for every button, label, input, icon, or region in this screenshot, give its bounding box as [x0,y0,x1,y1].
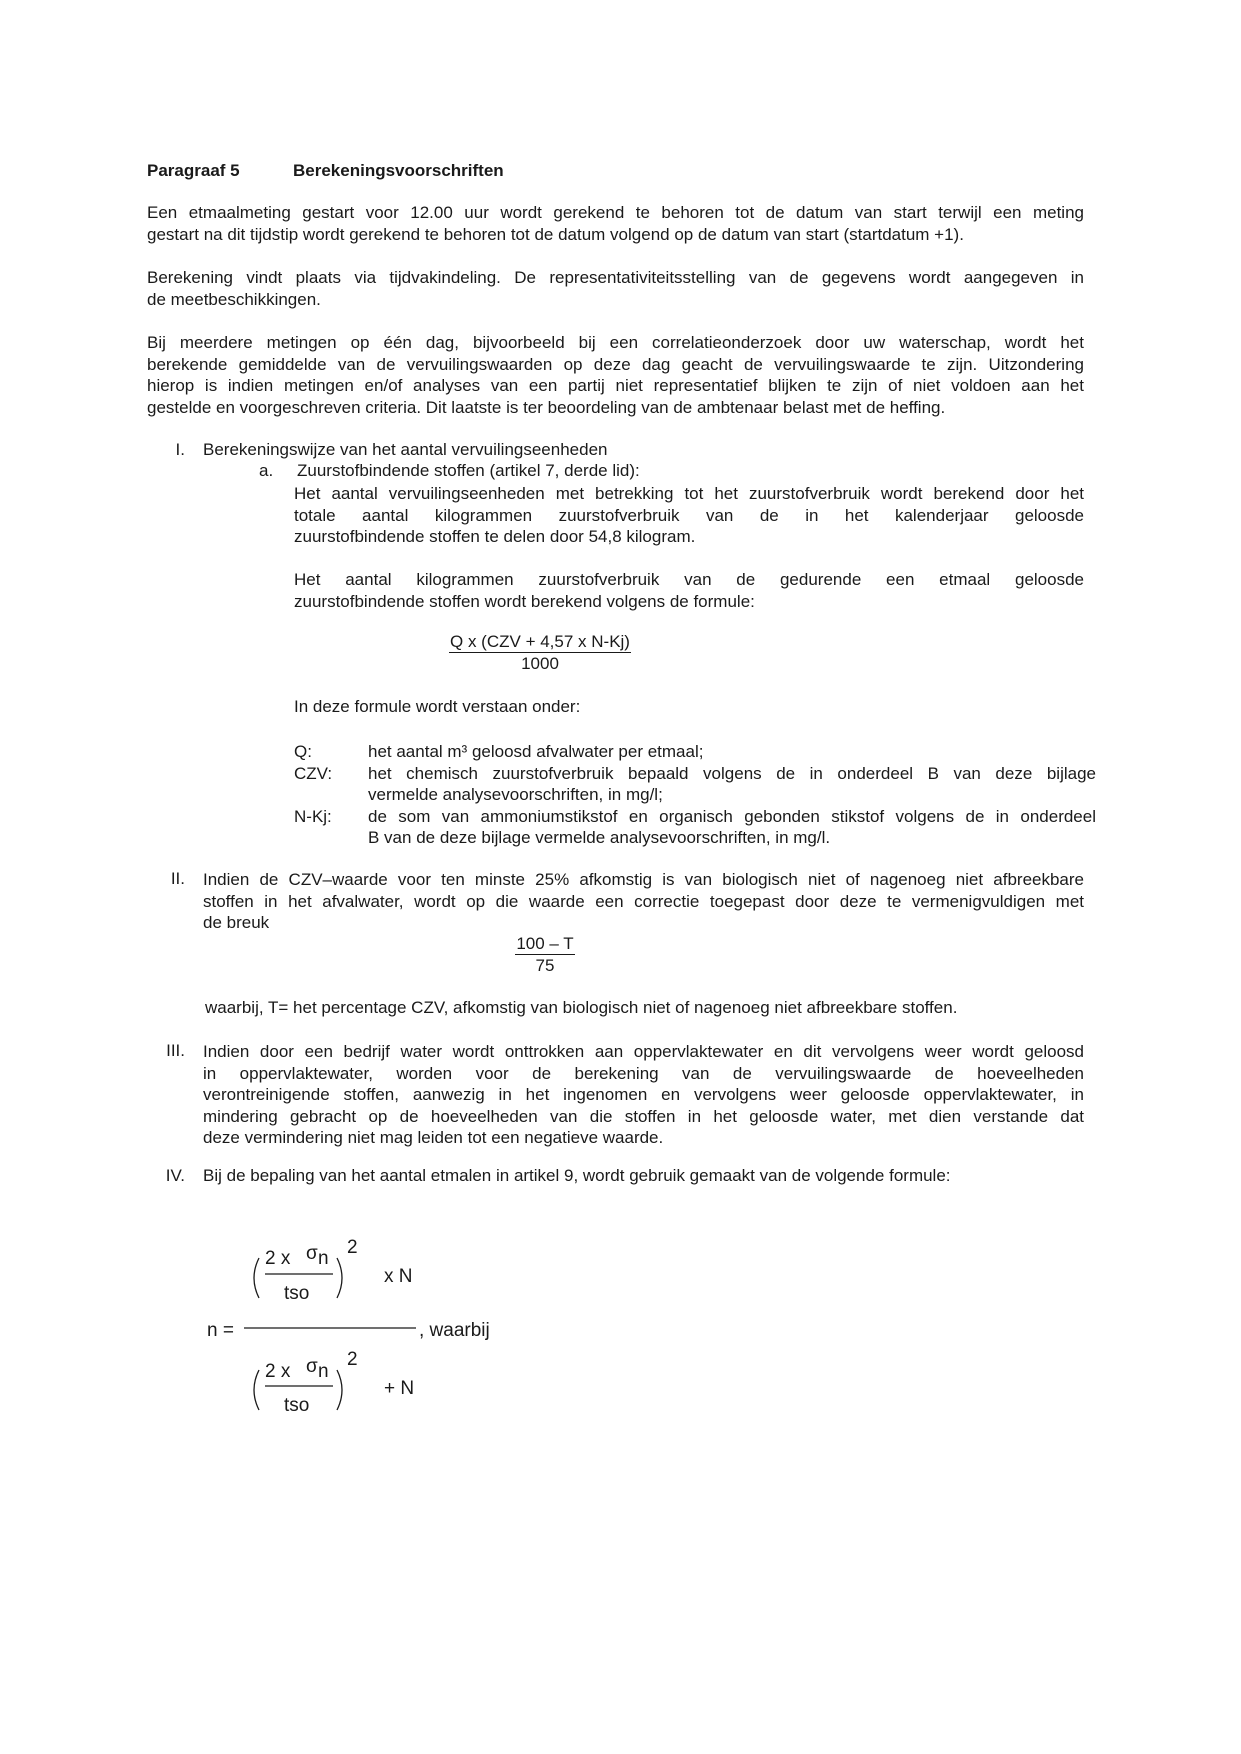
text-line: in oppervlaktewater, worden voor de berekening van de vervuilingswaarde de hoeveelheden [203,1063,1084,1083]
section-1-paragraph-1 [294,483,1084,548]
definition-text [368,741,1096,763]
section-2-paragraph [203,869,1084,934]
text-line: verontreinigende stoffen, aanwezig in het ingenomen en vervolgens weer geloosde oppervlaktewater, in [203,1085,1084,1104]
formula-two-x: 2 x [265,1361,291,1382]
formula-tso: tso [284,1395,310,1416]
text-line: de som van ammoniumstikstof en organisch gebonden stikstof volgens de in onderdeel [368,806,1096,826]
intro-paragraph-3 [147,332,1084,418]
text-line: deze vermindering niet mag leiden tot een negatieve waarde. [203,1128,664,1147]
text-line: Het aantal vervuilingseenheden met betrekking tot het zuurstofverbruik wordt berekend door het [294,484,1084,503]
definition-item [294,741,1094,763]
text-line: Het aantal kilogrammen zuurstofverbruik van de gedurende een etmaal geloosde [294,570,1084,589]
paragraph-label: Paragraaf 5 [147,161,240,180]
text-line: vermelde analysevoorschriften, in mg/l; [368,785,663,804]
definition-list [294,741,1094,847]
section-numeral-4: IV. [165,1166,185,1185]
text-line: het chemisch zuurstofverbruik bepaald volgens de in onderdeel B van deze bijlage [368,763,1096,783]
right-paren [337,1370,342,1410]
section-1-title: Berekeningswijze van het aantal vervuilingseenheden [203,440,608,459]
correction-fraction [495,933,595,977]
definition-term: CZV: [294,763,333,783]
text-line: totale aantal kilogrammen zuurstofverbruik van de in het kalenderjaar geloosde [294,505,1084,525]
text-line: de breuk [203,913,270,932]
formula-plus-n: + N [384,1378,415,1399]
text-line: Een etmaalmeting gestart voor 12.00 uur wordt gerekend te behoren tot de datum van start terwijl een meting [147,203,1084,222]
definition-item [294,806,1094,850]
text-line: gestelde en voorgeschreven criteria. Dit laatste is ter beoordeling van de ambtenaar belast met de heffing. [147,397,946,417]
etmalen-formula [180,1220,560,1440]
correction-fraction-denominator: 75 [535,956,555,975]
text-line: Berekening vindt plaats via tijdvakindeling. De representativiteitsstelling van de gegevens wordt aangegeven in [147,268,1084,287]
definition-term: Q: [294,742,312,761]
formula-lhs: n = [207,1320,234,1341]
sigma-symbol: σ [306,1243,318,1264]
text-line: het aantal m³ geloosd afvalwater per etmaal; [368,742,704,761]
sigma-subscript: n [318,1248,329,1269]
text-line: Indien de CZV–waarde voor ten minste 25% afkomstig is van biologisch niet of nagenoeg niet afbreekbare [203,870,1084,889]
text-line: Bij meerdere metingen op één dag, bijvoorbeeld bij een correlatieonderzoek door uw waterschap, wordt het [147,333,1084,352]
formula-legend-intro: In deze formule wordt verstaan onder: [294,697,581,716]
text-line: zuurstofbindende stoffen wordt berekend volgens de formule: [294,591,755,611]
definition-term: N-Kj: [294,806,332,826]
formula-tso: tso [284,1283,310,1304]
intro-paragraph-2 [147,267,1084,310]
section-2-note: waarbij, T= het percentage CZV, afkomstig van biologisch niet of nagenoeg niet afbreekbare stoffen. [205,998,958,1017]
left-paren [254,1258,259,1298]
section-numeral-2: II. [170,869,185,888]
definition-item [294,763,1094,807]
section-numeral-1: I. [175,440,185,459]
oxygen-formula-denominator: 1000 [521,654,559,673]
formula-exponent: 2 [347,1349,358,1370]
oxygen-formula [420,631,660,675]
text-line: mindering gebracht op de hoeveelheden van die stoffen in het geloosde water, met dien verstande dat [203,1106,1084,1126]
correction-fraction-numerator: 100 – T [516,934,574,953]
section-1-paragraph-2 [294,569,1084,612]
text-line: zuurstofbindende stoffen te delen door 54,8 kilogram. [294,527,696,546]
formula-two-x: 2 x [265,1248,291,1269]
section-numeral-3: III. [166,1041,185,1060]
sigma-symbol: σ [306,1356,318,1377]
definition-text [368,806,1096,849]
text-line: de meetbeschikkingen. [147,289,321,309]
section-4-text: Bij de bepaling van het aantal etmalen in artikel 9, wordt gebruik gemaakt van de volgende formule: [203,1166,951,1185]
formula-suffix: , waarbij [419,1320,490,1341]
oxygen-formula-numerator: Q x (CZV + 4,57 x N-Kj) [450,632,630,651]
text-line: B van de deze bijlage vermelde analysevoorschriften, in mg/l. [368,828,831,847]
section-3-paragraph [203,1041,1084,1149]
text-line: hierop is indien metingen en/of analyses van een partij niet representatief blijken te zijn of niet voldoen aan het [147,376,1084,395]
right-paren [337,1258,342,1298]
text-line: Indien door een bedrijf water wordt onttrokken aan oppervlaktewater en dit vervolgens weer wordt geloosd [203,1042,1084,1061]
intro-paragraph-1 [147,202,1084,245]
subsection-a-title: Zuurstofbindende stoffen (artikel 7, derde lid): [297,461,640,480]
text-line: gestart na dit tijdstip wordt gerekend te behoren tot de datum volgend op de datum van start (startdatum +1). [147,224,964,244]
text-line: berekende gemiddelde van de vervuilingswaarden op deze dag geacht de vervuilingswaarde te zijn. Uitzondering [147,354,1084,374]
paragraph-title: Berekeningsvoorschriften [293,161,504,180]
sigma-subscript: n [318,1361,329,1382]
left-paren [254,1370,259,1410]
formula-exponent: 2 [347,1237,358,1258]
formula-times-n: x N [384,1266,413,1287]
definition-text [368,763,1096,806]
text-line: stoffen in het afvalwater, wordt op die waarde een correctie toegepast door deze te vermenigvuldigen met [203,891,1084,911]
subsection-letter-a: a. [259,461,274,480]
